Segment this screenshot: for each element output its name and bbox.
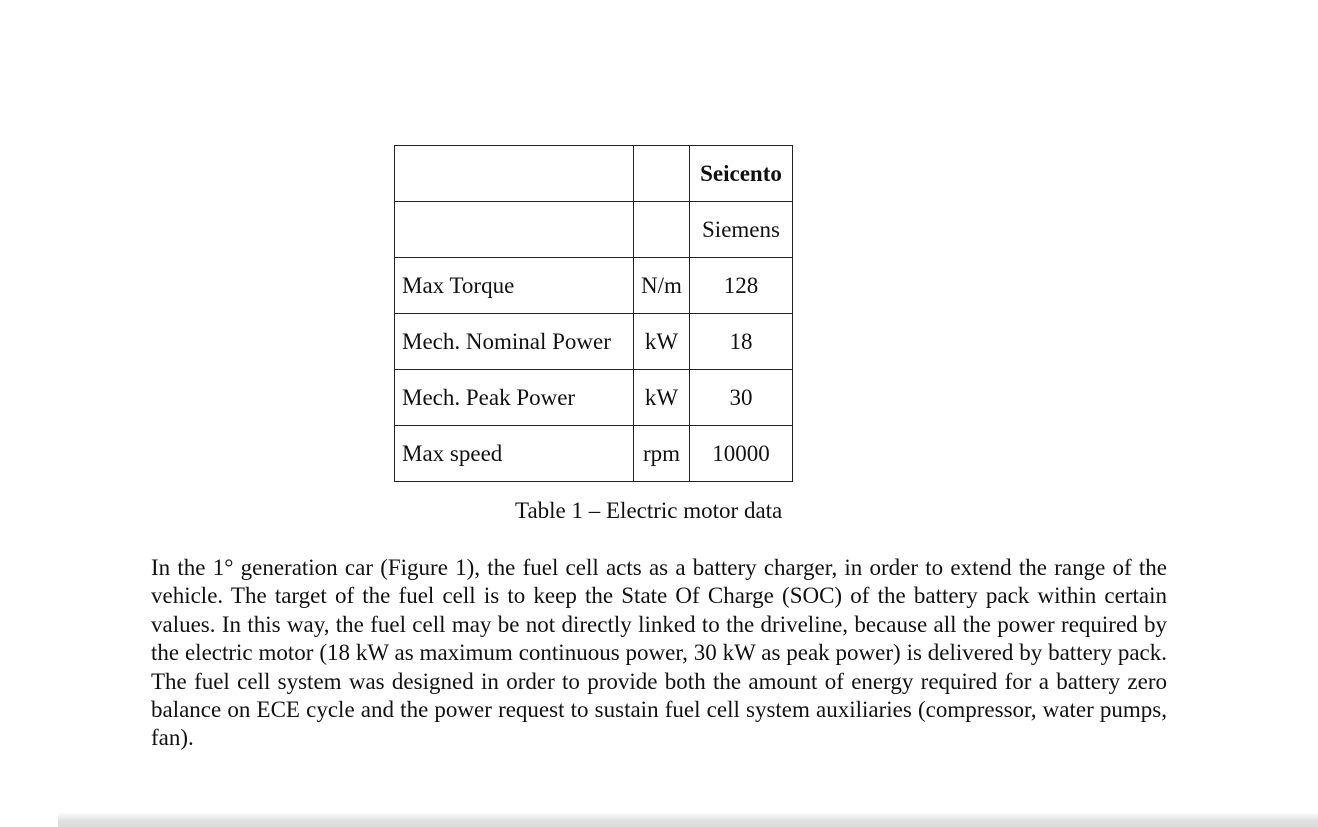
value-cell: 30 <box>690 370 793 426</box>
unit-cell: N/m <box>634 258 690 314</box>
body-paragraph: In the 1° generation car (Figure 1), the fuel cell acts as a battery charger, in order to extend the range of the vehicle. The target of the fuel cell is to keep the State Of Charge (SOC) of the battery pack within certain values. In this way, the fuel cell may be not directly linked to the driveline, because all the power required by the electric motor (18 kW as maximum continuous power, 30 kW as peak power) is delivered by battery pack. The fuel cell system was designed in order to provide both the amount of energy required for a battery zero balance on ECE cycle and the power request to sustain fuel cell system auxiliaries (compressor, water pumps, fan). <box>151 555 1167 751</box>
unit-cell: kW <box>634 314 690 370</box>
table-row <box>395 426 793 482</box>
electric-motor-table <box>394 145 793 482</box>
table-header-row <box>395 146 793 202</box>
page-edge-shadow <box>58 812 1318 827</box>
table-cell-empty <box>395 202 634 258</box>
parameter-cell: Max speed <box>395 426 634 482</box>
table-caption: Table 1 – Electric motor data <box>515 498 783 523</box>
table-row <box>395 370 793 426</box>
parameter-cell: Mech. Nominal Power <box>395 314 634 370</box>
unit-cell: rpm <box>634 426 690 482</box>
value-cell: 10000 <box>690 426 793 482</box>
table-cell-empty <box>395 146 634 202</box>
value-cell: 128 <box>690 258 793 314</box>
parameter-cell: Max Torque <box>395 258 634 314</box>
vehicle-header: Seicento <box>690 146 793 202</box>
table-subheader-row <box>395 202 793 258</box>
unit-cell: kW <box>634 370 690 426</box>
table-cell-empty <box>634 146 690 202</box>
table-row <box>395 314 793 370</box>
table-row <box>395 258 793 314</box>
manufacturer-header: Siemens <box>690 202 793 258</box>
parameter-cell: Mech. Peak Power <box>395 370 634 426</box>
value-cell: 18 <box>690 314 793 370</box>
table-cell-empty <box>634 202 690 258</box>
